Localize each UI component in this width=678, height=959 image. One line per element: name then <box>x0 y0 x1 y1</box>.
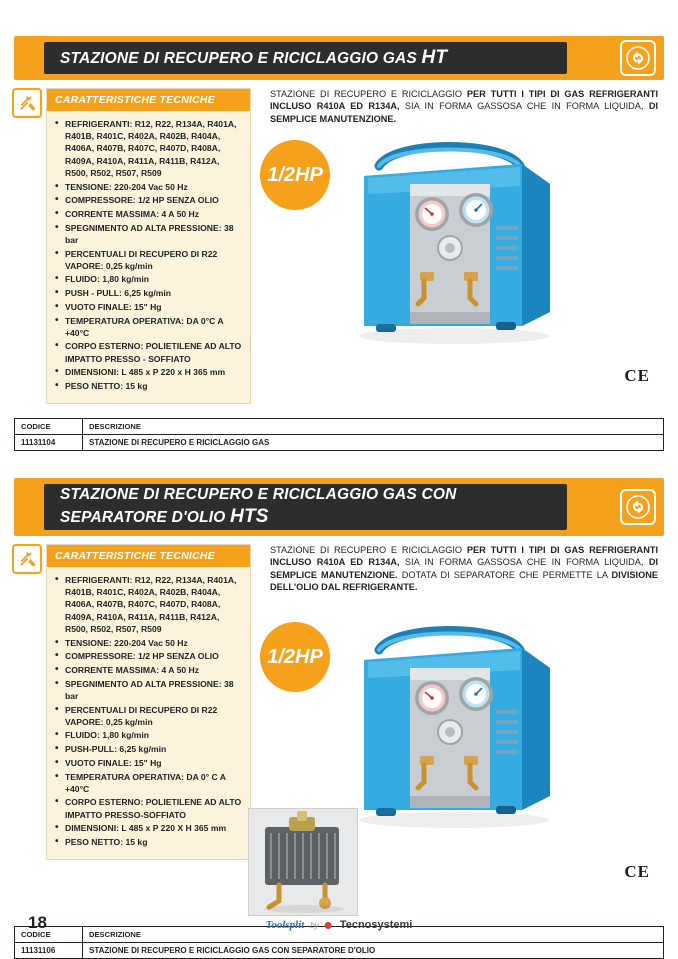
spec-title-ht: CARATTERISTICHE TECNICHE <box>47 89 250 111</box>
ce-mark-ht: CE <box>624 366 650 385</box>
cell-descrizione: STAZIONE DI RECUPERO E RICICLAGGIO GAS CON SEPARATORE D'OLIO <box>83 942 664 958</box>
brand-by-label: by <box>310 920 319 930</box>
spec-item: • SPEGNIMENTO AD ALTA PRESSIONE: 38 bar <box>55 222 242 246</box>
intro-part: STAZIONE DI RECUPERO E RICICLAGGIO <box>270 89 467 99</box>
intro-part: SIA IN FORMA GASSOSA CHE IN FORMA LIQUIDA, <box>399 101 649 112</box>
spec-item: • VUOTO FINALE: 15" Hg <box>55 757 242 769</box>
recycle-icon <box>620 40 656 76</box>
spec-item: • TEMPERATURA OPERATIVA: DA 0°C A +40°C <box>55 315 242 339</box>
spec-item: • DIMENSIONI: L 485 x P 220 X H 365 mm <box>55 822 242 834</box>
description-column-ht <box>254 88 664 404</box>
tools-icon <box>12 544 42 574</box>
section-title-hts <box>60 485 457 528</box>
table-header-descrizione: DESCRIZIONE <box>83 926 664 942</box>
table-header-codice: CODICE <box>15 926 83 942</box>
spec-item: • DIMENSIONI: L 485 x P 220 x H 365 mm <box>55 366 242 378</box>
spec-box-ht <box>46 88 251 404</box>
spec-item: • CORPO ESTERNO: POLIETILENE AD ALTO IMPATTO PRESSO-SOFFIATO <box>55 796 242 820</box>
spec-title-hts: CARATTERISTICHE TECNICHE <box>47 545 250 567</box>
spec-column-hts <box>14 544 254 860</box>
spec-item: • TENSIONE: 220-204 Vac 50 Hz <box>55 637 242 649</box>
table-header-row <box>15 418 664 434</box>
spec-item: • PUSH-PULL: 6,25 kg/min <box>55 743 242 755</box>
spec-item: • FLUIDO: 1,80 kg/min <box>55 273 242 285</box>
section-title-model: HT <box>421 47 448 69</box>
header-dark-plate <box>44 484 567 530</box>
intro-text-hts <box>270 544 664 593</box>
intro-part: DOTATA DI SEPARATORE CHE PERMETTE LA <box>397 569 612 580</box>
spec-item: • REFRIGERANTI: R12, R22, R134A, R401A, R401B, R401C, R402A, R402B, R404A, R406A, R407B, R407C, R407D, R408A, R409A, R410A, R411A, R411B, R412A, R500, R502, R507, R509 <box>55 574 242 635</box>
hp-badge-ht: 1/2HP <box>260 140 330 210</box>
page-footer <box>0 907 678 947</box>
code-table-ht <box>14 418 664 451</box>
intro-part-bold: PER TUTTI I TIPI DI GAS REFRIGERANTI INCLUSO R410A ED R134A, <box>270 89 658 112</box>
oil-separator-inset-image <box>248 808 358 916</box>
intro-text-ht <box>270 88 664 125</box>
spec-item: • CORPO ESTERNO: POLIETILENE AD ALTO IMPATTO PRESSO - SOFFIATO <box>55 340 242 364</box>
section-body-ht <box>0 88 678 404</box>
intro-part-bold: PER TUTTI I TIPI DI GAS REFRIGERANTI INCLUSO R410A ED R134A, <box>270 545 658 568</box>
spec-column-ht <box>14 88 254 404</box>
spec-item: • COMPRESSORE: 1/2 HP SENZA OLIO <box>55 650 242 662</box>
recycle-icon <box>620 489 656 525</box>
spec-item: • TENSIONE: 220-204 Vac 50 Hz <box>55 181 242 193</box>
brand-tecnosystemi: Tecnosystemi <box>339 919 413 931</box>
section-header-hts <box>14 478 664 536</box>
spec-list-hts <box>47 567 250 859</box>
section-title-model: HTS <box>230 505 269 527</box>
section-title-line1: STAZIONE DI RECUPERO E RICICLAGGIO GAS CON <box>60 486 457 504</box>
spec-item: • PESO NETTO: 15 kg <box>55 836 242 848</box>
intro-part: STAZIONE DI RECUPERO E RICICLAGGIO <box>270 545 467 555</box>
spec-item: • REFRIGERANTI: R12, R22, R134A, R401A, R401B, R401C, R402A, R402B, R404A, R406A, R407B, R407C, R407D, R408A, R409A, R410A, R411A, R411B, R412A, R500, R502, R507, R509 <box>55 118 242 179</box>
header-dark-plate <box>44 42 567 74</box>
table-header-codice: CODICE <box>15 418 83 434</box>
product-image-hts <box>324 610 574 845</box>
hp-badge-hts: 1/2HP <box>260 622 330 692</box>
intro-part-bold: DIVISIONE DELL'OLIO DAL REFRIGERANTE. <box>270 569 659 592</box>
product-section-ht <box>0 36 678 451</box>
table-header-descrizione: DESCRIZIONE <box>83 418 664 434</box>
intro-part-bold: DI SEMPLICE MANUTENZIONE. <box>270 557 658 580</box>
brand-toolsplit: Toolsplit <box>265 919 305 931</box>
spec-item: • CORRENTE MASSIMA: 4 A 50 Hz <box>55 208 242 220</box>
page-number: 18 <box>28 913 47 932</box>
spec-item: • SPEGNIMENTO AD ALTA PRESSIONE: 38 bar <box>55 678 242 702</box>
section-body-hts <box>0 544 678 881</box>
spec-item: • PERCENTUALI DI RECUPERO DI R22 VAPORE: 0,25 kg/min <box>55 704 242 728</box>
cell-codice: 11131104 <box>15 434 83 450</box>
brand-logos <box>266 919 413 931</box>
spec-item: • VUOTO FINALE: 15" Hg <box>55 301 242 313</box>
description-column-hts <box>254 544 664 881</box>
spec-list-ht <box>47 111 250 403</box>
spec-item: • PERCENTUALI DI RECUPERO DI R22 VAPORE: 0,25 kg/min <box>55 248 242 272</box>
spec-item: • FLUIDO: 1,80 kg/min <box>55 729 242 741</box>
section-title-ht <box>60 46 447 70</box>
section-title-line2: SEPARATORE D'OLIO <box>60 508 231 526</box>
cell-descrizione: STAZIONE DI RECUPERO E RICICLAGGIO GAS <box>83 434 664 450</box>
section-header-ht <box>14 36 664 80</box>
table-row <box>15 434 664 450</box>
cell-codice: 11131106 <box>15 942 83 958</box>
tools-icon <box>12 88 42 118</box>
section-title-text: STAZIONE DI RECUPERO E RICICLAGGIO GAS <box>60 50 422 68</box>
spec-item: • PESO NETTO: 15 kg <box>55 380 242 392</box>
intro-part-bold: DI SEMPLICE MANUTENZIONE. <box>270 101 658 124</box>
brand-dot-icon <box>325 922 332 929</box>
ce-mark-hts: CE <box>624 862 650 881</box>
spec-item: • COMPRESSORE: 1/2 HP SENZA OLIO <box>55 194 242 206</box>
spec-item: • CORRENTE MASSIMA: 4 A 50 Hz <box>55 664 242 676</box>
product-section-hts <box>0 478 678 959</box>
spec-box-hts <box>46 544 251 860</box>
product-image-ht <box>324 126 574 361</box>
spec-item: • TEMPERATURA OPERATIVA: DA 0° C A +40°C <box>55 771 242 795</box>
spec-item: • PUSH - PULL: 6,25 kg/min <box>55 287 242 299</box>
intro-part: SIA IN FORMA GASSOSA CHE IN FORMA LIQUIDA, <box>399 557 649 568</box>
